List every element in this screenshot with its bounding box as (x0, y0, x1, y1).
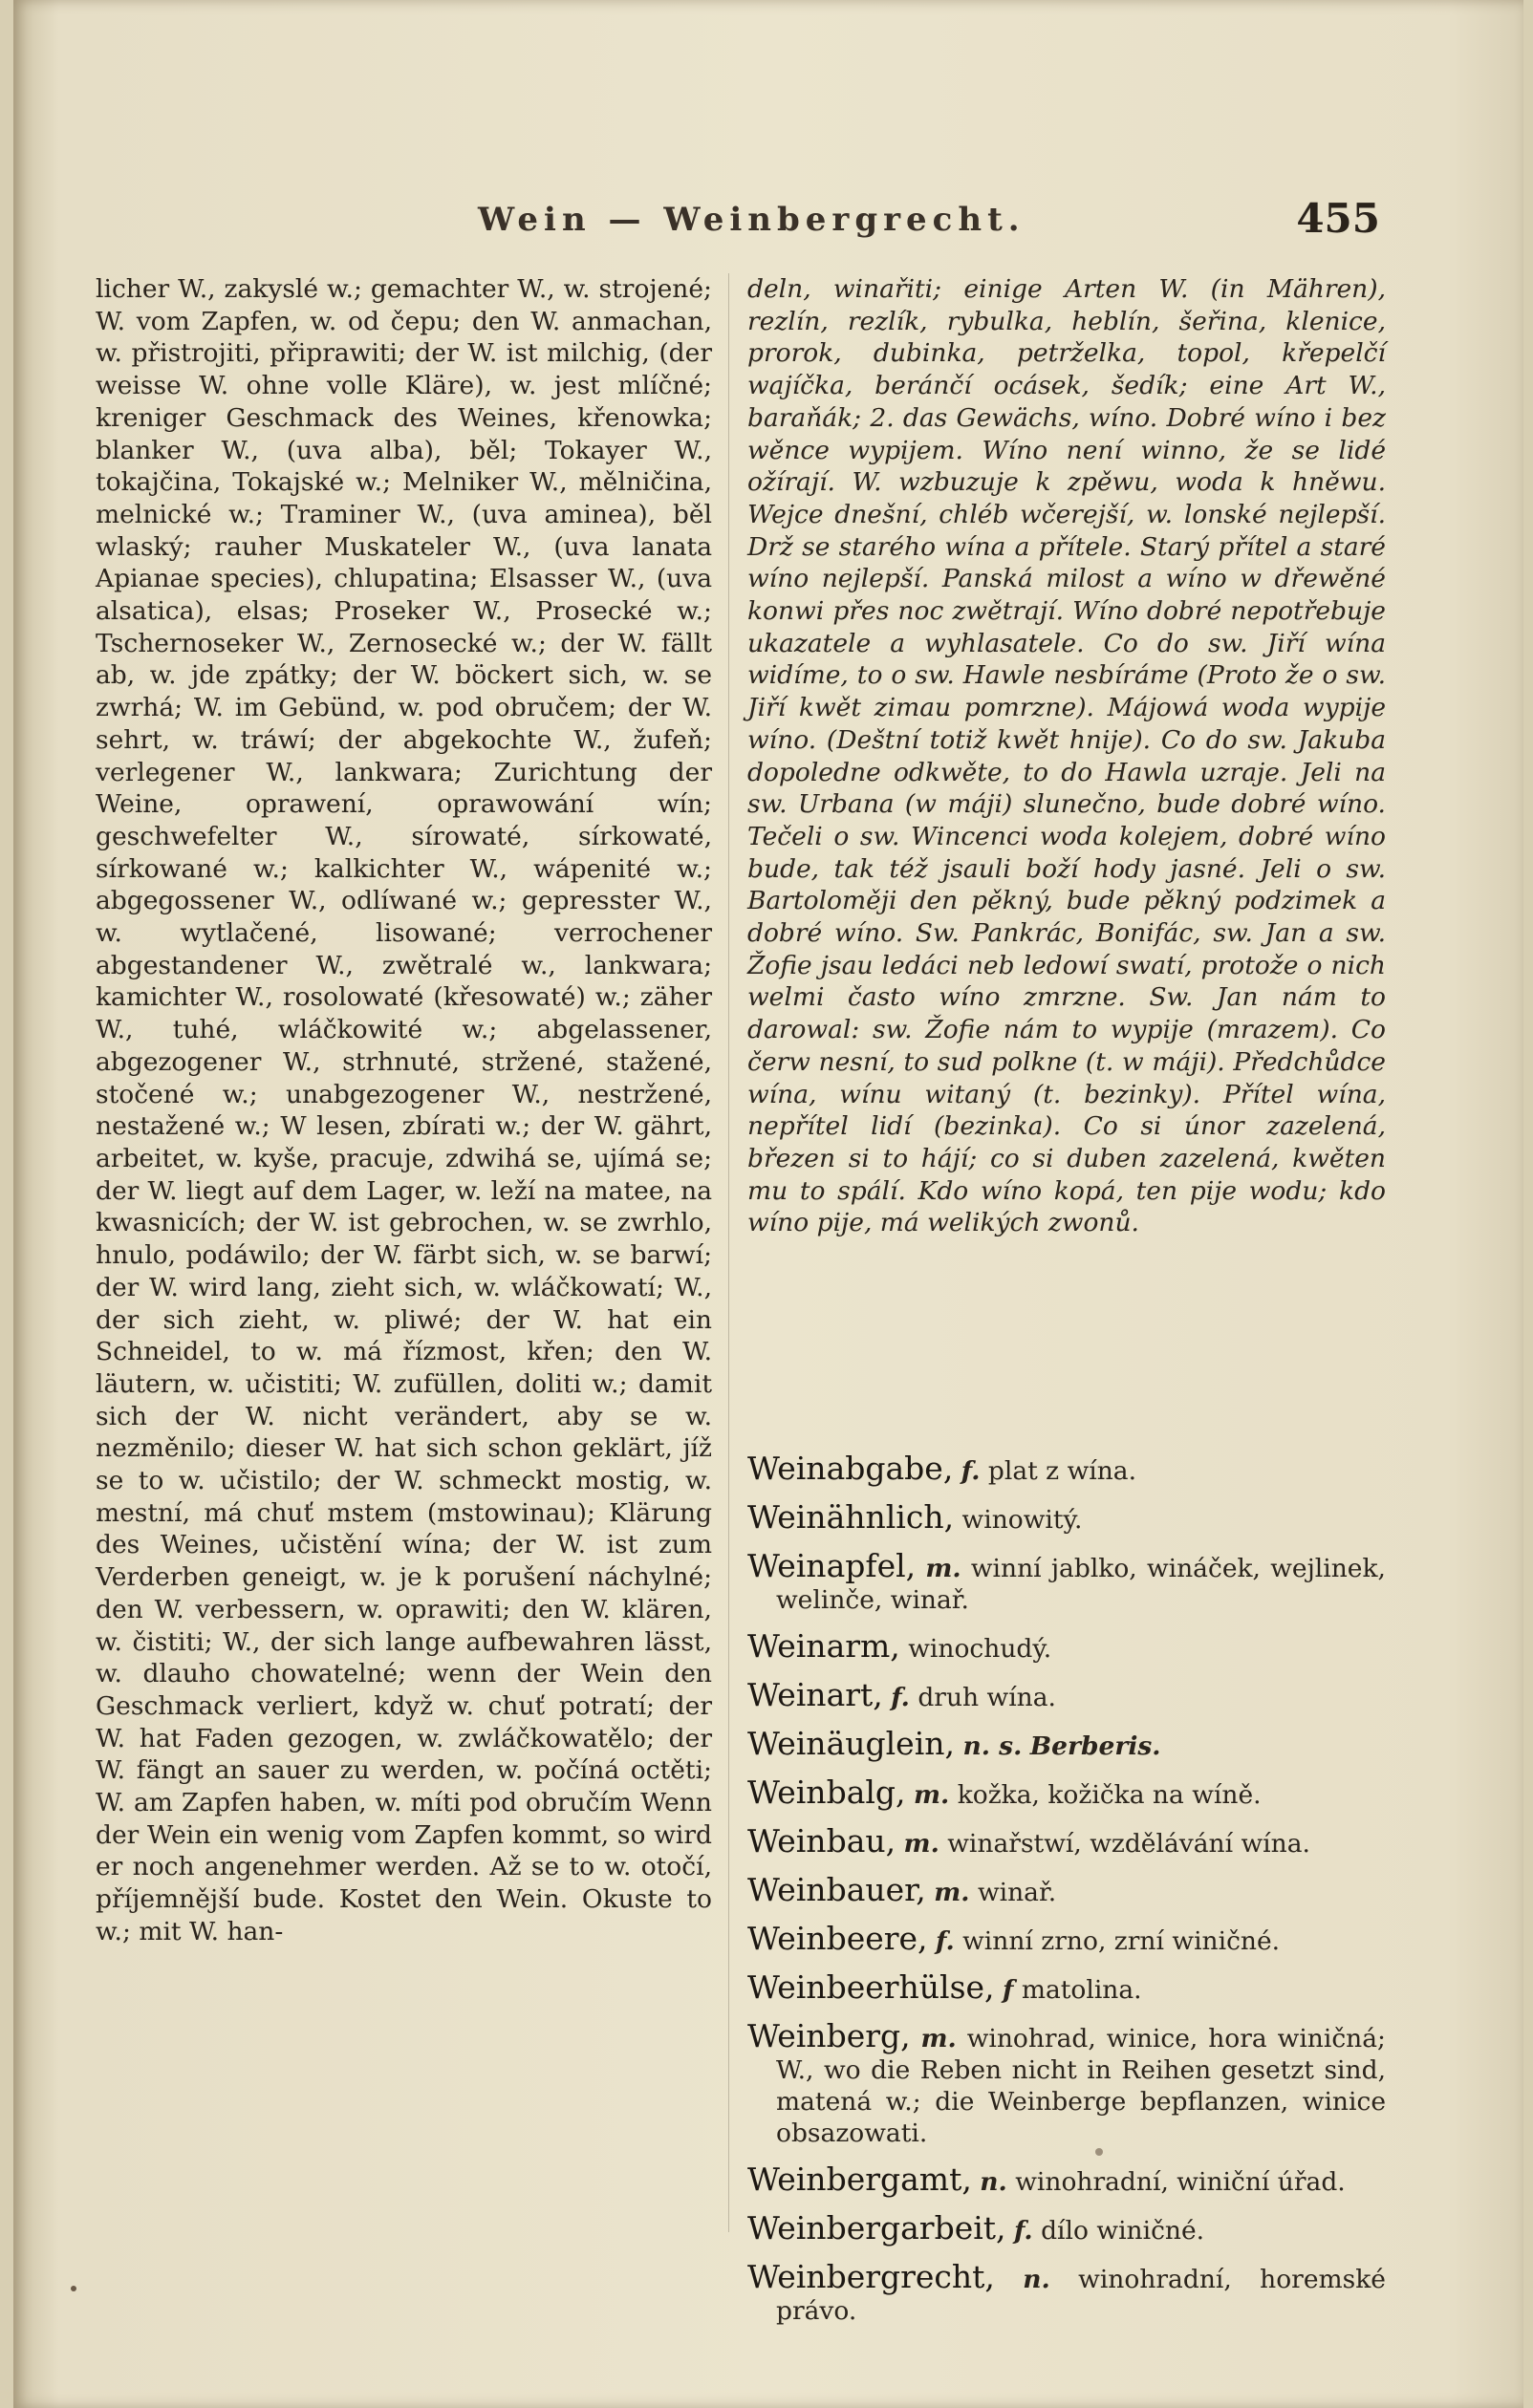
dictionary-entry (747, 1920, 1386, 1957)
left-column (96, 273, 712, 1948)
entry-headword: Weinäuglein, (747, 1725, 955, 1762)
entry-definition: matolina. (1021, 1975, 1142, 2005)
entry-headword: Weinarm, (747, 1627, 900, 1665)
entry-grammar: n. (980, 2167, 1007, 2197)
right-column-text: deln, winařiti; einige Arten W. (in Mähren), rezlín, rezlík, rybulka, heblín, šeřina, klenice, prorok, dubinka, petrželka, topol, křepelčí wajíčka, beránčí ocásek, šedík; eine Art W., baraňák; 2. das Gewächs, wíno. Dobré wíno i bez wěnce wypijem. Wíno není winno, že se lidé ožírají. W. wzbuzuje k zpěwu, woda k hněwu. Wejce dnešní, chléb wčerejší, w. lonské nejlepší. Drž se starého wína a přítele. Starý přítel a staré wíno nejlepší. Panská milost a wíno w dřewěné konwi přes noc zwětrají. Wíno dobré nepotřebuje ukazatele a wyhlasatele. Co do sw. Jiří wína widíme, to o sw. Hawle nesbíráme (Proto že o sw. Jiří kwět zimau pomrzne). Májowá woda wypije wíno. (Deštní totiž kwět hnije). Co do sw. Jakuba dopoledne odkwěte, to do Hawla uzraje. Jeli na sw. Urbana (w máji) slunečno, bude dobré wíno. Tečeli o sw. Wincenci woda kolejem, dobré wíno bude, tak též jsauli boží hody jasné. Jeli o sw. Bartoloměji den pěkný, bude pěkný podzimek a dobré wíno. Sw. Pankrác, Bonifác, sw. Jan a sw. Žofie jsau ledáci neb ledowí swatí, protože o nich welmi často wíno zmrzne. Sw. Jan nám to darowal: sw. Žofie nám to wypije (mrazem). Co čerw nesní, to sud polkne (t. w máji). Předchůdce wína, wínu witaný (t. bezinky). Přítel wína, nepřítel lidí (bezinka). Co si únor zazelená, březen si to hájí; co si duben zazelená, kwěten mu to spálí. Kdo wíno kopá, ten pije wodu; kdo wíno pije, má welikých zwonů. (747, 274, 1386, 1238)
right-column (747, 273, 1386, 1239)
entry-definition: dílo winičné. (1041, 2216, 1205, 2246)
entry-definition: plat z wína. (987, 1456, 1137, 1486)
dictionary-entry (747, 1547, 1386, 1616)
dictionary-entry (747, 2017, 1386, 2149)
entry-definition: winní zrno, zrní winičné. (962, 1926, 1281, 1956)
dictionary-entry (747, 1452, 1386, 1487)
entry-grammar: m. (934, 1878, 970, 1907)
page-header (0, 195, 1533, 248)
running-head: Wein — Weinbergrecht. (478, 201, 1026, 239)
entry-headword: Weinart, (747, 1676, 883, 1713)
entry-headword: Weinbeerhülse, (747, 1968, 995, 2006)
dictionary-entry (747, 2258, 1386, 2327)
page-number: 455 (1296, 195, 1380, 242)
entry-definition: winní jablko, wináček, wejlinek, welinče, winař. (776, 1554, 1386, 1615)
column-divider (728, 273, 729, 2232)
entry-grammar: m. (920, 2024, 957, 2053)
dictionary-entry (747, 2209, 1386, 2247)
entry-definition: winowitý. (961, 1505, 1083, 1535)
entry-grammar: f. (891, 1683, 910, 1712)
entry-headword: Weinbau, (747, 1822, 896, 1860)
ink-speck (1095, 2148, 1103, 2156)
entry-headword: Weinbalg, (747, 1774, 906, 1811)
entry-headword: Weinbergarbeit, (747, 2209, 1006, 2247)
entry-grammar: m. (903, 1829, 939, 1859)
entry-definition: winohradní, winiční úřad. (1015, 2167, 1346, 2197)
entry-definition: winohradní, horemské právo. (776, 2265, 1386, 2326)
entry-definition: winař. (977, 1878, 1057, 1907)
dictionary-entry (747, 2163, 1386, 2198)
entry-headword: Weinbergamt, (747, 2161, 972, 2198)
entry-grammar: n. s. (962, 1731, 1023, 1761)
dictionary-entry (747, 1676, 1386, 1713)
entry-definition: Berberis. (1029, 1731, 1161, 1761)
entry-grammar: n. (1023, 2265, 1050, 2294)
entry-definition: druh wína. (918, 1683, 1056, 1712)
entry-grammar: f (1002, 1975, 1014, 2005)
ink-speck (71, 2286, 76, 2291)
left-column-text: licher W., zakyslé w.; gemachter W., w. strojené; W. vom Zapfen, w. od čepu; den W. anmachan, w. přistrojiti, připrawiti; der W. ist milchig, (der weisse W. ohne volle Kläre), w. jest mlíčné; kreniger Geschmack des Weines, křenowka; blanker W., (uva alba), běl; Tokayer W., tokajčina, Tokajské w.; Melniker W., mělničina, melnické w.; Traminer W., (uva aminea), běl wlaský; rauher Muskateler W., (uva lanata Apianae species), chlupatina; Elsasser W., (uva alsatica), elsas; Proseker W., Prosecké w.; Tschernoseker W., Zernosecké w.; der W. fällt ab, w. jde zpátky; der W. böckert sich, w. se zwrhá; W. im Gebünd, w. pod obručem; der W. sehrt, w. tráwí; der abgekochte W., žufeň; verlegener W., lankwara; Zurichtung der Weine, oprawení, oprawowání wín; geschwefelter W., sírowaté, sírkowaté, sírkowané w.; kalkichter W., wápenité w.; abgegossener W., odlíwané w.; gepresster W., w. wytlačené, lisowané; verrochener abgestandener W., zwětralé w., lankwara; kamichter W., rosolowaté (křesowaté) w.; zäher W., tuhé, wláčkowité w.; abgelassener, abgezogener W., strhnuté, stržené, stažené, stočené w.; unabgezogener W., nestržené, nestažené w.; W lesen, zbírati w.; der W. gährt, arbeitet, w. kyše, pracuje, zdwihá se, ujímá se; der W. liegt auf dem Lager, w. leží na matee, na kwasnicích; der W. ist gebrochen, w. se zwrhlo, hnulo, podáwilo; der W. färbt sich, w. se barwí; der W. wird lang, zieht sich, w. wláčkowatí; W., der sich zieht, w. pliwé; der W. hat ein Schneidel, to w. má řízmost, křen; den W. läutern, w. učistiti; W. zufüllen, doliti w.; damit sich der W. nicht verändert, aby se w. nezměnilo; dieser W. hat sich schon geklärt, jíž se to w. učistilo; der W. schmeckt mostig, w. mestní, má chuť mstem (mstowinau); Klärung des Weines, učistění wína; der W. ist zum Verderben geneigt, w. je k porušení náchylné; den W. verbessern, w. oprawiti; den W. klären, w. čistiti; W., der sich lange aufbewahren lässt, w. dlauho chowatelné; wenn der Wein den Geschmack verliert, když w. chuť potratí; der W. hat Faden gezogen, w. zwláčkowatělo; der W. fängt an sauer zu werden, w. počíná octěti; W. am Zapfen haben, w. míti pod obručím Wenn der Wein ein wenig vom Zapfen kommt, so wird er noch angenehmer werden. Až se to w. otočí, příjemnější bude. Kostet den Wein. Okuste to w.; mit W. han- (96, 274, 712, 1946)
entry-definition: winařstwí, wzdělávání wína. (947, 1829, 1310, 1859)
entry-definition: winohrad, winice, hora winičná; W., wo die Reben nicht in Reihen gesetzt sind, matená w.; die Weinberge bepflanzen, winice obsazowati. (776, 2024, 1386, 2148)
dictionary-entry (747, 1776, 1386, 1811)
entry-grammar: f. (961, 1456, 981, 1486)
dictionary-entry (747, 1627, 1386, 1665)
dictionary-entry (747, 1822, 1386, 1860)
entry-definition: winochudý. (908, 1634, 1052, 1664)
entry-definition: kožka, kožička na wíně. (957, 1780, 1262, 1810)
entry-headword: Weinabgabe, (747, 1450, 954, 1487)
entry-grammar: m. (913, 1780, 950, 1810)
dictionary-entry (747, 1498, 1386, 1536)
dictionary-entry (747, 1871, 1386, 1908)
entry-headword: Weinbeere, (747, 1920, 928, 1957)
entry-grammar: f. (935, 1926, 955, 1956)
entry-headword: Weinbauer, (747, 1871, 926, 1908)
entry-headword: Weinähnlich, (747, 1498, 955, 1536)
entry-headword: Weinapfel, (747, 1547, 917, 1584)
entry-grammar: m. (925, 1554, 961, 1583)
dictionary-entries (747, 1452, 1386, 2341)
dictionary-entry (747, 1968, 1386, 2006)
entry-grammar: f. (1013, 2216, 1033, 2246)
dictionary-entry (747, 1725, 1386, 1762)
entry-headword: Weinbergrecht, (747, 2258, 995, 2295)
entry-headword: Weinberg, (747, 2017, 911, 2054)
